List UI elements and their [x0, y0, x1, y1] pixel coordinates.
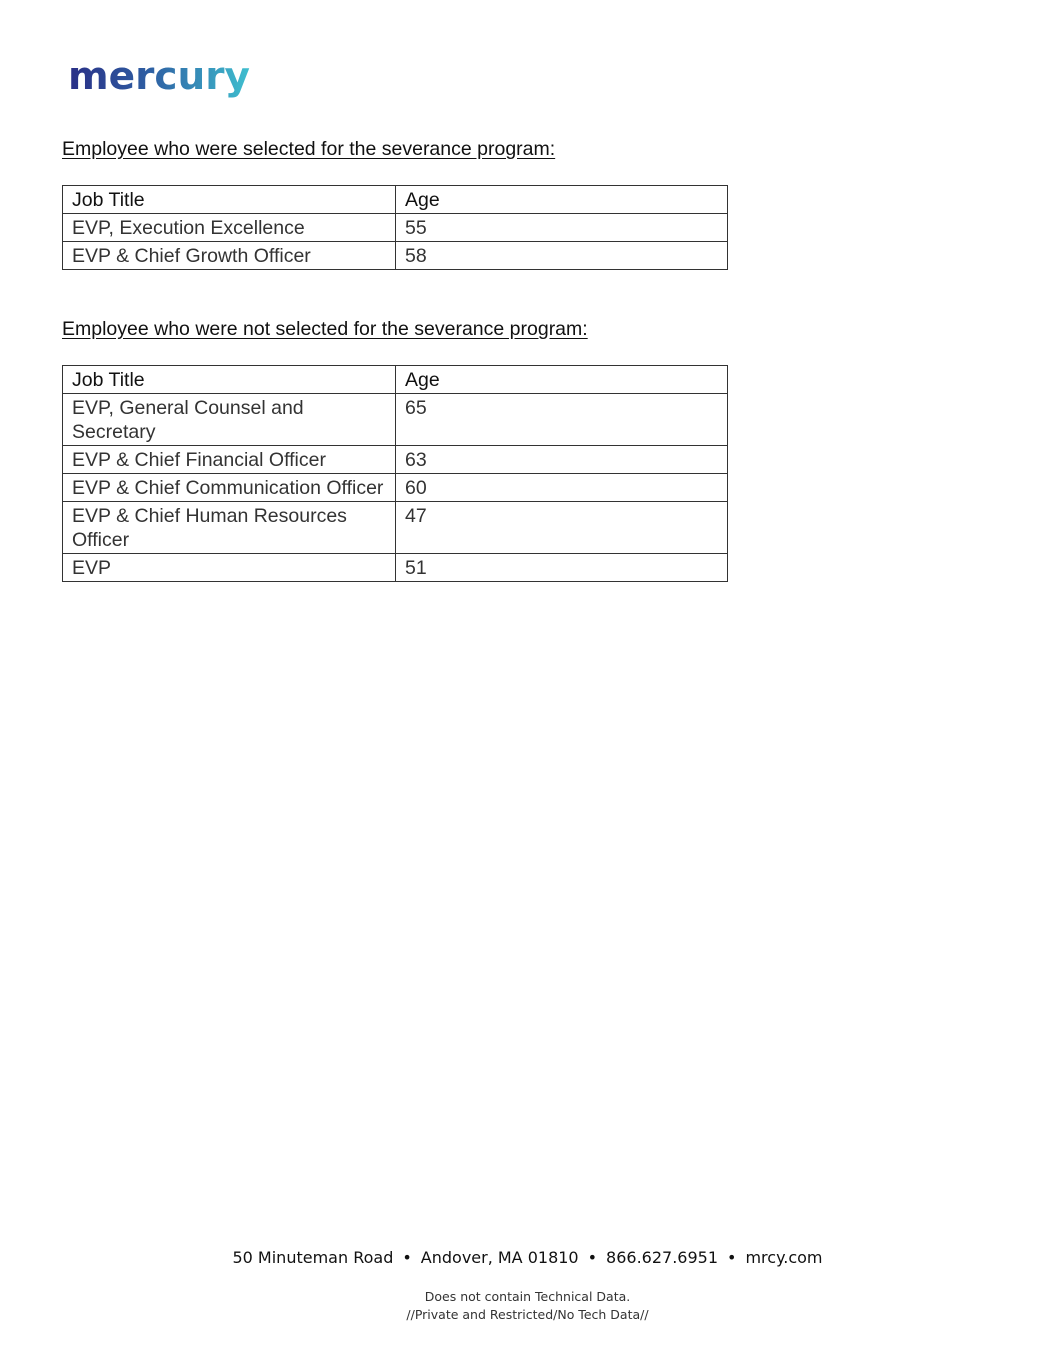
selected-table [62, 185, 728, 270]
job-title-cell: EVP, General Counsel and Secretary [63, 394, 396, 446]
table-row [63, 502, 728, 554]
job-title-cell: EVP & Chief Financial Officer [63, 446, 396, 474]
footer-address: 50 Minuteman Road [232, 1248, 394, 1267]
table-row [63, 214, 728, 242]
footer-contact-line [0, 1248, 1055, 1267]
selected-heading: Employee who were selected for the severance program: [62, 138, 556, 160]
table-header-row [63, 366, 728, 394]
header-age: Age [396, 366, 728, 394]
age-cell: 47 [396, 502, 728, 554]
not-selected-table [62, 365, 728, 582]
age-cell: 58 [396, 242, 728, 270]
age-cell: 51 [396, 554, 728, 582]
footer-separator: • [402, 1248, 412, 1267]
job-title-cell: EVP & Chief Communication Officer [63, 474, 396, 502]
table-row [63, 474, 728, 502]
footer-website: mrcy.com [745, 1248, 823, 1267]
svg-text:mercury: mercury [68, 56, 251, 98]
company-logo [68, 56, 258, 106]
table-header-row [63, 186, 728, 214]
age-cell: 60 [396, 474, 728, 502]
age-cell: 55 [396, 214, 728, 242]
table-row [63, 394, 728, 446]
footer-separator: • [727, 1248, 737, 1267]
age-cell: 65 [396, 394, 728, 446]
job-title-cell: EVP & Chief Human Resources Officer [63, 502, 396, 554]
age-cell: 63 [396, 446, 728, 474]
technical-data-notice: Does not contain Technical Data. [424, 1289, 631, 1304]
table-row [63, 554, 728, 582]
job-title-cell: EVP, Execution Excellence [63, 214, 396, 242]
table-row [63, 242, 728, 270]
classification-notice: //Private and Restricted/No Tech Data// [406, 1307, 649, 1322]
job-title-cell: EVP [63, 554, 396, 582]
header-job-title: Job Title [63, 186, 396, 214]
mercury-logo-icon [68, 56, 258, 106]
footer-phone: 866.627.6951 [606, 1248, 719, 1267]
job-title-cell: EVP & Chief Growth Officer [63, 242, 396, 270]
footer-city: Andover, MA 01810 [420, 1248, 579, 1267]
header-job-title: Job Title [63, 366, 396, 394]
table-row [63, 446, 728, 474]
not-selected-heading: Employee who were not selected for the severance program: [62, 318, 588, 340]
header-age: Age [396, 186, 728, 214]
footer-separator: • [587, 1248, 598, 1267]
